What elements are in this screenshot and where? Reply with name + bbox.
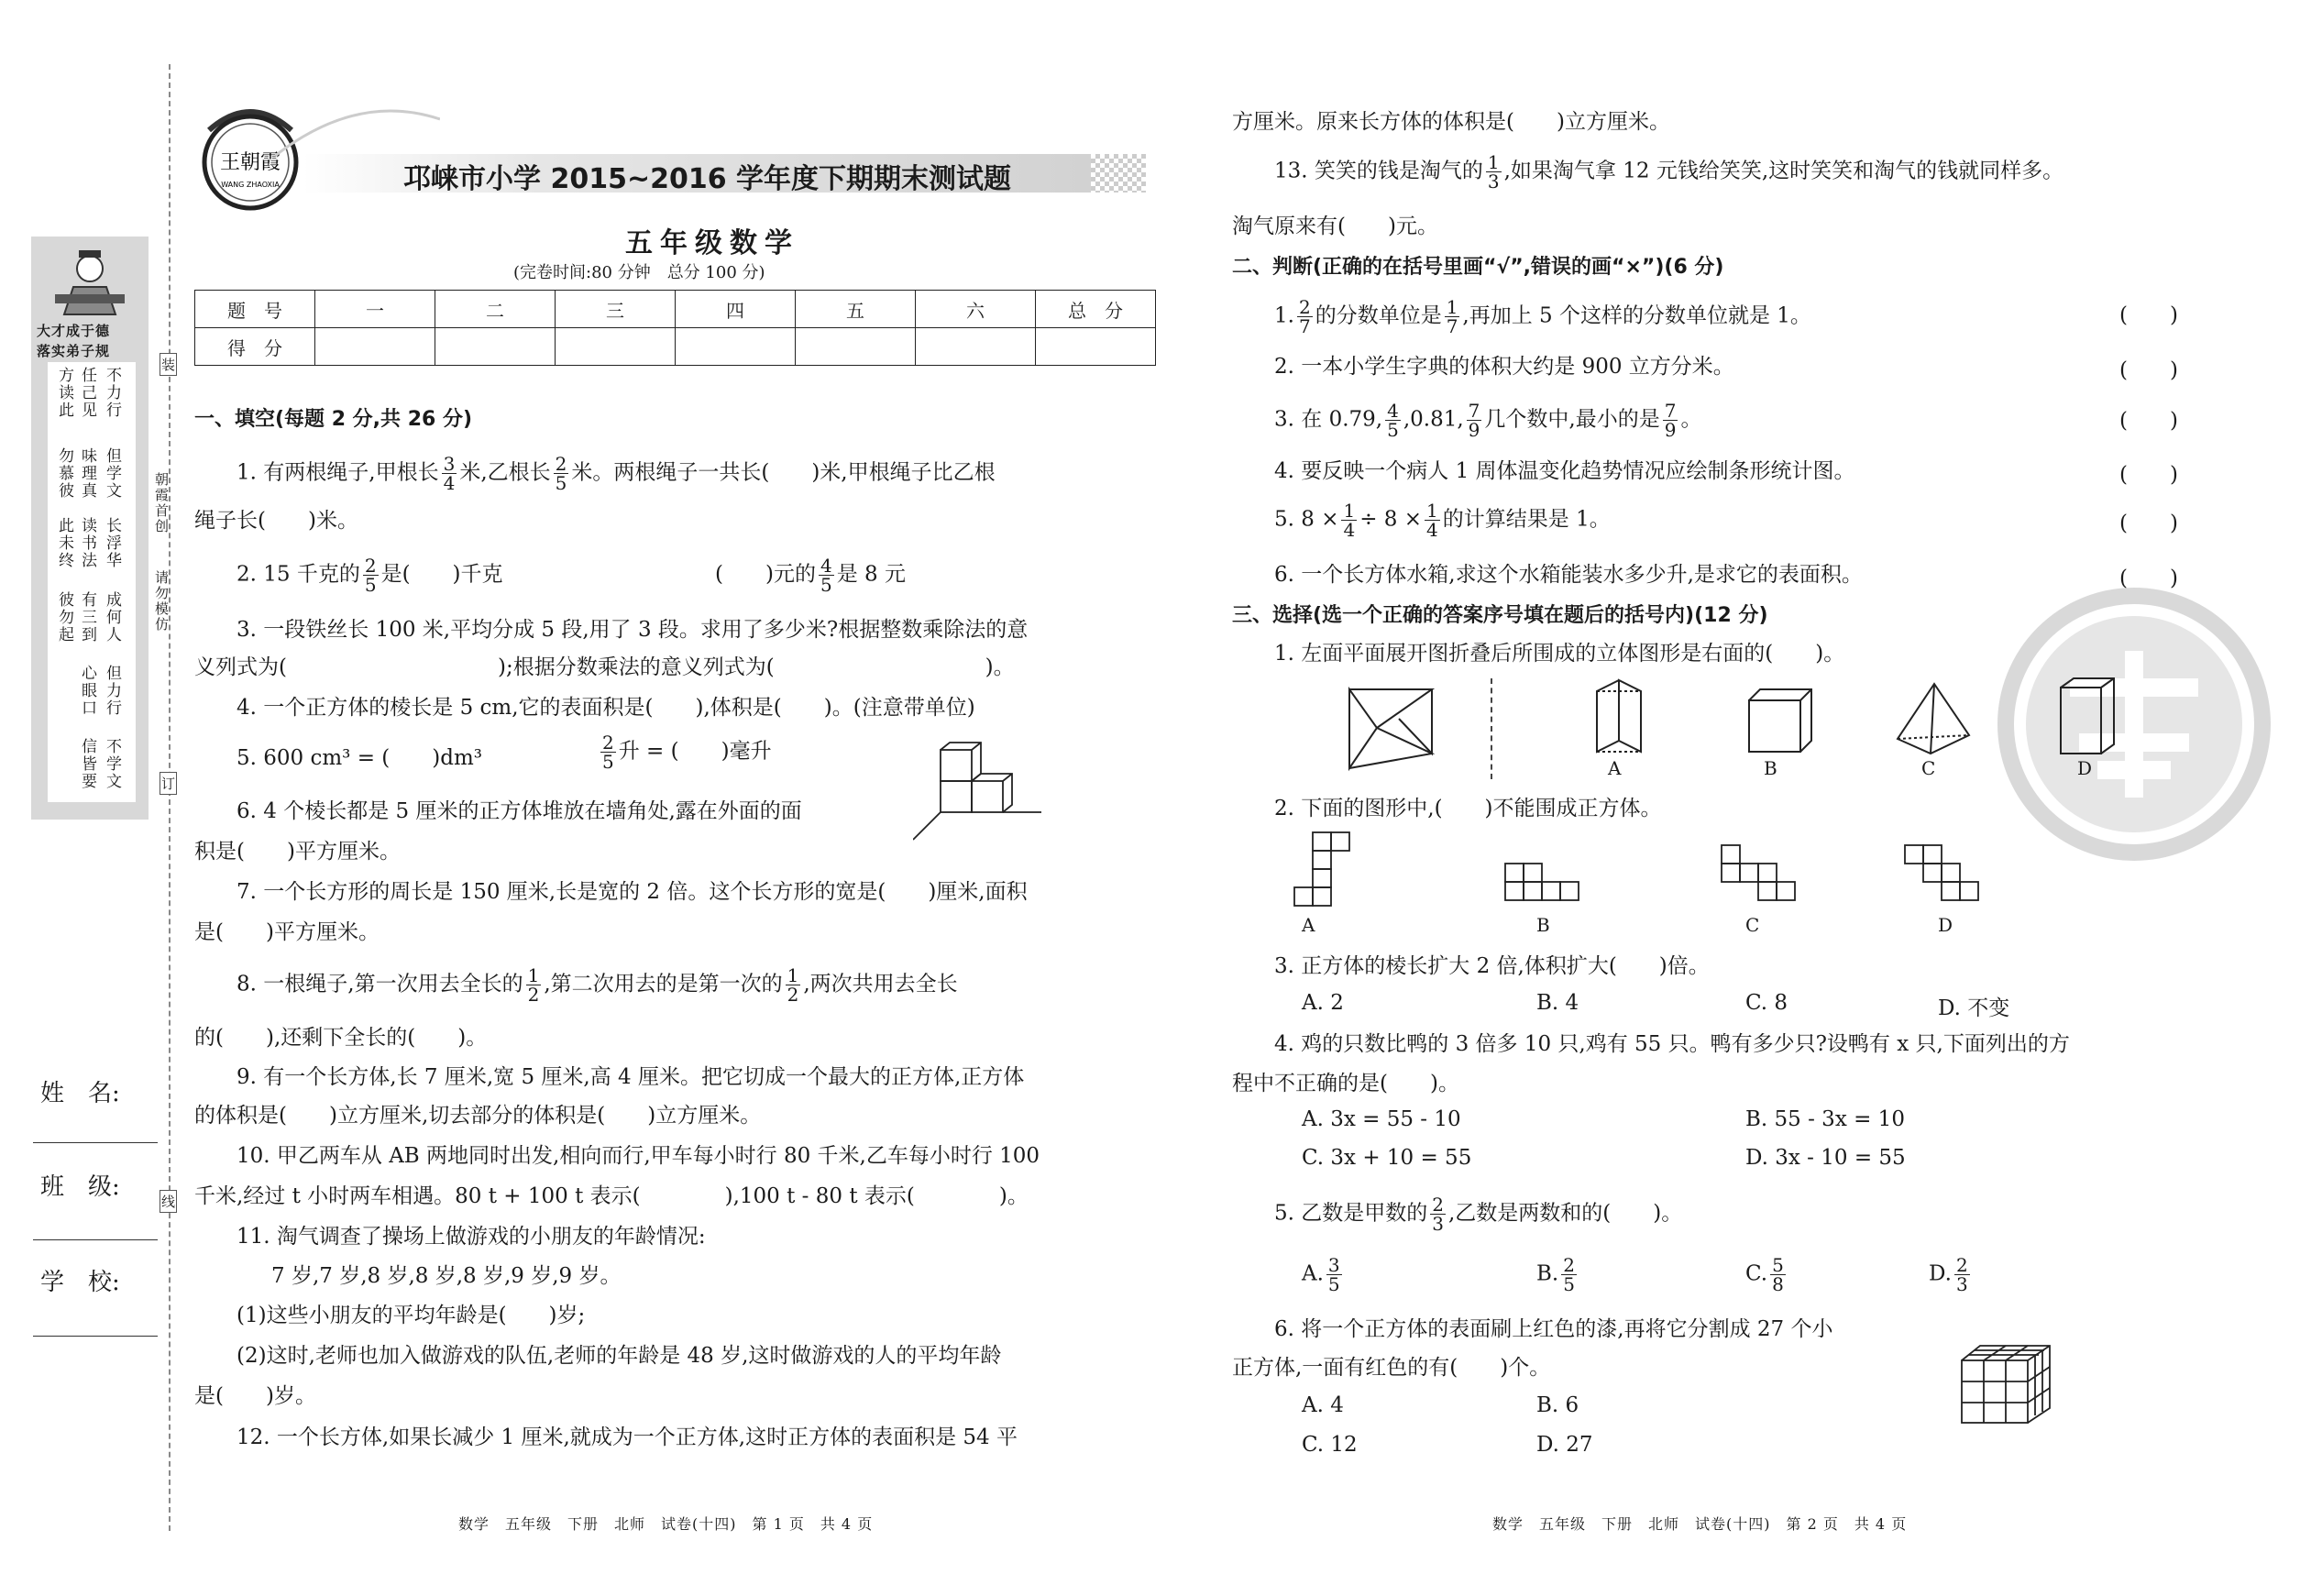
question-11-sub2-line2: 是( )岁。 xyxy=(194,1384,316,1408)
sidebar-poem-5: 任己见 xyxy=(78,367,96,419)
logo-text: 王朝霞 xyxy=(219,151,281,174)
choice-1-label-a[interactable]: A xyxy=(1608,757,1622,779)
confidential-watermark xyxy=(1997,587,2272,862)
sidebar-motto-2: 落实弟子规 xyxy=(37,343,111,359)
fraction-1-2: $\frac{1}{2}$ xyxy=(787,964,799,1006)
sidebar-poem-7: 读书法 xyxy=(78,517,96,569)
score-input-cell[interactable] xyxy=(1036,328,1156,366)
score-header-cell: 题 号 xyxy=(195,291,315,328)
judge-3: 3. 在 0.79, $\frac{4}{5}$ ,0.81, $\frac{7}{9}$ 几个数中,最小的是 $\frac{7}{9}$ 。 xyxy=(1274,400,1702,441)
binding-mark-ding: 订 xyxy=(160,772,177,795)
class-field-line[interactable] xyxy=(33,1239,158,1240)
score-header-cell: 二 xyxy=(435,291,556,328)
choice-3-option-d[interactable]: D. 不变 xyxy=(1938,996,2010,1020)
cube-net-c xyxy=(1720,843,1799,904)
sidebar-label-no-copy: 请勿模仿 xyxy=(153,570,170,633)
question-1-line1: 1. 有两根绳子,甲根长 $\frac{3}{4}$ 米,乙根长 $\frac{2}{5}$ 米。两根绳子一共长( )米,甲根绳子比乙根 xyxy=(237,453,996,494)
question-4: 4. 一个正方体的棱长是 5 cm,它的表面积是( ),体积是( )。(注意带单位) xyxy=(237,696,975,720)
choice-4-option-c[interactable]: C. 3x + 10 = 55 xyxy=(1302,1146,1472,1170)
choice-1-label-b[interactable]: B xyxy=(1764,757,1777,779)
score-header-cell: 三 xyxy=(556,291,676,328)
name-field-line[interactable] xyxy=(33,1142,158,1143)
choice-4-option-d[interactable]: D. 3x - 10 = 55 xyxy=(1745,1146,1906,1170)
question-7-line2: 是( )平方厘米。 xyxy=(194,920,380,944)
choice-6-option-c[interactable]: C. 12 xyxy=(1302,1433,1358,1457)
score-header-cell: 四 xyxy=(676,291,796,328)
question-13-line2: 淘气原来有( )元。 xyxy=(1232,215,1438,238)
judge-1: 1. $\frac{2}{7}$ 的分数单位是 $\frac{1}{7}$ ,再加上 5 个这样的分数单位就是 1。 xyxy=(1274,296,1811,337)
cube-net-d xyxy=(1903,843,1982,904)
sidebar-poem-15: 但力行 xyxy=(103,665,121,717)
sidebar-poem-11: 不力行 xyxy=(103,367,121,419)
score-input-cell[interactable] xyxy=(435,328,556,366)
choice-2: 2. 下面的图形中,( )不能围成正方体。 xyxy=(1274,797,1662,820)
fraction-1-7: $\frac{1}{7}$ xyxy=(1446,296,1458,337)
question-9-line1: 9. 有一个长方体,长 7 厘米,宽 5 厘米,高 4 厘米。把它切成一个最大的正方体,正方体 xyxy=(237,1065,1025,1089)
question-11-data: 7 岁,7 岁,8 岁,8 岁,8 岁,9 岁,9 岁。 xyxy=(271,1264,622,1288)
fraction-7-9: $\frac{7}{9}$ xyxy=(1468,400,1480,441)
name-label: 姓 名: xyxy=(40,1080,120,1107)
fraction-1-2: $\frac{1}{2}$ xyxy=(527,964,540,1006)
part2-heading: 二、判断(正确的在括号里画“√”,错误的画“×”)(6 分) xyxy=(1232,256,1724,279)
choice-6-line1: 6. 将一个正方体的表面刷上红色的漆,再将它分割成 27 个小 xyxy=(1274,1317,1833,1341)
sidebar-poem-4: 彼勿起 xyxy=(55,591,73,644)
choice-1-label-c[interactable]: C xyxy=(1921,757,1936,779)
cube-figure xyxy=(1745,686,1815,755)
sidebar-motto-1: 大才成于德 xyxy=(37,323,111,339)
part3-heading: 三、选择(选一个正确的答案序号填在题后的括号内)(12 分) xyxy=(1232,604,1768,627)
rubik-cube-figure xyxy=(1958,1342,2059,1426)
question-11-sub2-line1: (2)这时,老师也加入做游戏的队伍,老师的年龄是 48 岁,这时做游戏的人的平均年龄 xyxy=(237,1344,1002,1368)
banner-checker xyxy=(1091,154,1146,193)
sidebar-poem-14: 成何人 xyxy=(103,591,121,644)
choice-2-label-d[interactable]: D xyxy=(1938,914,1953,936)
score-row-label: 得 分 xyxy=(195,328,315,366)
question-1-line2: 绳子长( )米。 xyxy=(194,509,358,533)
cube-stack-figure xyxy=(913,741,1047,842)
question-8-line1: 8. 一根绳子,第一次用去全长的 $\frac{1}{2}$ ,第二次用去的是第一次的 $\frac{1}{2}$ ,两次共用去全长 xyxy=(237,964,958,1006)
question-5: 5. 600 cm³ = ( )dm³ xyxy=(237,746,482,770)
choice-2-label-a[interactable]: A xyxy=(1302,914,1315,936)
sidebar-label-original: 朝霞首创 xyxy=(153,472,170,534)
sidebar-poem-12: 但学文 xyxy=(103,447,121,500)
school-label: 学 校: xyxy=(40,1269,120,1296)
school-field-line[interactable] xyxy=(33,1336,158,1337)
sidebar-poem-1: 方读此 xyxy=(55,367,73,419)
score-header-cell: 一 xyxy=(315,291,435,328)
score-table xyxy=(194,290,1156,366)
judge-1-answer[interactable]: ( ) xyxy=(2119,303,2178,327)
fraction-1-4: $\frac{1}{4}$ xyxy=(1343,500,1356,541)
question-6-line2: 积是( )平方厘米。 xyxy=(194,840,401,864)
sidebar-poem-2: 勿慕彼 xyxy=(55,447,73,500)
question-13-line1: 13. 笑笑的钱是淘气的 $\frac{1}{3}$ ,如果淘气拿 12 元钱给笑笑,这时笑笑和淘气的钱就同样多。 xyxy=(1274,151,2064,193)
sidebar-figure xyxy=(46,243,134,316)
fraction-5-8: $\frac{5}{8}$ xyxy=(1772,1254,1784,1295)
question-2: 2. 15 千克的 $\frac{2}{5}$ 是( )千克 xyxy=(237,555,503,596)
choice-3: 3. 正方体的棱长扩大 2 倍,体积扩大( )倍。 xyxy=(1274,954,1710,978)
question-3-line2: 义列式为( );根据分数乘法的意义列式为( )。 xyxy=(194,655,1015,679)
fraction-1-3: $\frac{1}{3}$ xyxy=(1487,151,1500,193)
choice-6-option-a[interactable]: A. 4 xyxy=(1302,1393,1344,1417)
fraction-2-7: $\frac{2}{7}$ xyxy=(1298,296,1311,337)
question-12-line1: 12. 一个长方体,如果长减少 1 厘米,就成为一个正方体,这时正方体的表面积是 54 平 xyxy=(237,1425,1018,1449)
exam-time-info: (完卷时间:80 分钟 总分 100 分) xyxy=(513,263,765,282)
cube-net-a xyxy=(1293,831,1351,908)
score-input-cell[interactable] xyxy=(796,328,916,366)
cube-net-b xyxy=(1503,862,1584,904)
sidebar-poem-16: 不学文 xyxy=(103,738,121,790)
question-7-line1: 7. 一个长方形的周长是 150 厘米,长是宽的 2 倍。这个长方形的宽是( )厘米,面积 xyxy=(237,880,1028,904)
sidebar-poem-13: 长浮华 xyxy=(103,517,121,569)
right-page-footer: 数学 五年级 下册 北师 试卷(十四) 第 2 页 共 4 页 xyxy=(1492,1515,1908,1533)
fraction-2-5: $\frac{2}{5}$ xyxy=(555,453,567,494)
question-11-sub1: (1)这些小朋友的平均年龄是( )岁; xyxy=(237,1304,586,1327)
judge-6-answer[interactable]: ( ) xyxy=(2119,567,2178,590)
score-input-cell[interactable] xyxy=(556,328,676,366)
binding-line xyxy=(169,64,171,1531)
judge-6: 6. 一个长方体水箱,求这个水箱能装水多少升,是求它的表面积。 xyxy=(1274,563,1863,587)
score-header-cell: 六 xyxy=(916,291,1036,328)
divider-dashed xyxy=(1491,678,1492,779)
logo-subtext: WANG ZHAOXIA xyxy=(221,181,280,189)
choice-4-line1: 4. 鸡的只数比鸭的 3 倍多 10 只,鸡有 55 只。鸭有多少只?设鸭有 x 只,下面列出的方 xyxy=(1274,1032,2070,1056)
left-page-footer: 数学 五年级 下册 北师 试卷(十四) 第 1 页 共 4 页 xyxy=(458,1515,874,1533)
question-2-part2: ( )元的 $\frac{4}{5}$ 是 8 元 xyxy=(715,555,906,596)
binding-mark-xian: 线 xyxy=(160,1190,177,1213)
fraction-7-9: $\frac{7}{9}$ xyxy=(1664,400,1677,441)
exam-title: 邛崃市小学 2015~2016 学年度下期期末测试题 xyxy=(403,163,1012,195)
fraction-2-3: $\frac{2}{3}$ xyxy=(1955,1254,1968,1295)
fraction-2-5: $\frac{2}{5}$ xyxy=(364,555,377,596)
prism-figure xyxy=(1591,677,1646,755)
question-9-line2: 的体积是( )立方厘米,切去部分的体积是( )立方厘米。 xyxy=(194,1104,762,1128)
score-input-cell[interactable] xyxy=(916,328,1036,366)
sidebar-poem-box xyxy=(48,362,136,802)
fraction-2-3: $\frac{2}{3}$ xyxy=(1432,1194,1444,1235)
judge-4-answer[interactable]: ( ) xyxy=(2119,463,2178,487)
choice-3-option-c[interactable]: C. 8 xyxy=(1745,991,1788,1015)
choice-2-label-b[interactable]: B xyxy=(1536,914,1550,936)
choice-5: 5. 乙数是甲数的 $\frac{2}{3}$ ,乙数是两数和的( )。 xyxy=(1274,1194,1683,1235)
score-input-cell[interactable] xyxy=(676,328,796,366)
cuboid-figure xyxy=(2057,675,2118,757)
choice-4-line2: 程中不正确的是( )。 xyxy=(1232,1072,1459,1095)
question-10-line2: 千米,经过 t 小时两车相遇。80 t + 100 t 表示( ),100 t - 80 t 表示( )。 xyxy=(194,1184,1029,1208)
fraction-4-5: $\frac{4}{5}$ xyxy=(1387,400,1399,441)
judge-3-answer[interactable]: ( ) xyxy=(2119,409,2178,433)
choice-2-label-c[interactable]: C xyxy=(1745,914,1760,936)
score-header-cell: 五 xyxy=(796,291,916,328)
question-10-line1: 10. 甲乙两车从 AB 两地同时出发,相向而行,甲车每小时行 80 千米,乙车每小时行 100 xyxy=(237,1144,1040,1168)
question-11-line1: 11. 淘气调查了操场上做游戏的小朋友的年龄情况: xyxy=(237,1225,706,1249)
sidebar-poem-3: 此未终 xyxy=(55,517,73,569)
question-8-line2: 的( ),还剩下全长的( )。 xyxy=(194,1026,488,1050)
choice-4-option-a[interactable]: A. 3x = 55 - 10 xyxy=(1302,1107,1461,1131)
score-header-cell: 总 分 xyxy=(1036,291,1156,328)
fraction-2-5: $\frac{2}{5}$ xyxy=(602,732,614,773)
fraction-2-5: $\frac{2}{5}$ xyxy=(1563,1254,1575,1295)
choice-6-line2: 正方体,一面有红色的有( )个。 xyxy=(1232,1356,1551,1380)
choice-4-option-b[interactable]: B. 55 - 3x = 10 xyxy=(1745,1107,1905,1131)
question-12-line2: 方厘米。原来长方体的体积是( )立方厘米。 xyxy=(1232,110,1670,134)
score-input-cell[interactable] xyxy=(315,328,435,366)
choice-5-option-c[interactable]: C. $\frac{5}{8}$ xyxy=(1745,1254,1784,1295)
choice-1: 1. 左面平面展开图折叠后所围成的立体图形是右面的( )。 xyxy=(1274,642,1845,666)
judge-2: 2. 一本小学生字典的体积大约是 900 立方分米。 xyxy=(1274,355,1734,379)
fraction-3-4: $\frac{3}{4}$ xyxy=(443,453,456,494)
part1-heading: 一、填空(每题 2 分,共 26 分) xyxy=(194,408,473,431)
judge-4: 4. 要反映一个病人 1 周体温变化趋势情况应绘制条形统计图。 xyxy=(1274,459,1855,483)
choice-5-option-b[interactable]: B. $\frac{2}{5}$ xyxy=(1536,1254,1575,1295)
fraction-3-5: $\frac{3}{5}$ xyxy=(1327,1254,1340,1295)
net-figure xyxy=(1340,680,1441,772)
question-6-line1: 6. 4 个棱长都是 5 厘米的正方体堆放在墙角处,露在外面的面 xyxy=(237,799,802,823)
choice-6-option-d[interactable]: D. 27 xyxy=(1536,1433,1593,1457)
choice-5-option-a[interactable]: A. $\frac{3}{5}$ xyxy=(1302,1254,1340,1295)
binding-mark-zhuang: 装 xyxy=(160,353,177,376)
choice-3-option-a[interactable]: A. 2 xyxy=(1302,991,1344,1015)
judge-2-answer[interactable]: ( ) xyxy=(2119,358,2178,382)
judge-5: 5. 8 × $\frac{1}{4}$ ÷ 8 × $\frac{1}{4}$ 的计算结果是 1。 xyxy=(1274,500,1611,541)
choice-3-option-b[interactable]: B. 4 xyxy=(1536,991,1579,1015)
judge-5-answer[interactable]: ( ) xyxy=(2119,512,2178,535)
fraction-1-4: $\frac{1}{4}$ xyxy=(1426,500,1438,541)
class-label: 班 级: xyxy=(40,1173,120,1201)
sidebar-poem-9: 心眼口 xyxy=(78,665,96,717)
question-5-part2: $\frac{2}{5}$ 升 = ( )毫升 xyxy=(602,732,772,773)
pyramid-figure xyxy=(1894,680,1973,755)
sidebar-poem-6: 味理真 xyxy=(78,447,96,500)
sidebar-poem-8: 有三到 xyxy=(78,591,96,644)
choice-5-option-d[interactable]: D. $\frac{2}{3}$ xyxy=(1929,1254,1968,1295)
sidebar-poem-10: 信皆要 xyxy=(78,738,96,790)
subject-title: 五年级数学 xyxy=(625,227,799,259)
choice-6-option-b[interactable]: B. 6 xyxy=(1536,1393,1579,1417)
choice-1-label-d[interactable]: D xyxy=(2077,757,2093,779)
question-3-line1: 3. 一段铁丝长 100 米,平均分成 5 段,用了 3 段。求用了多少米?根据整数乘除法的意 xyxy=(237,618,1029,642)
fraction-4-5: $\frac{4}{5}$ xyxy=(820,555,832,596)
